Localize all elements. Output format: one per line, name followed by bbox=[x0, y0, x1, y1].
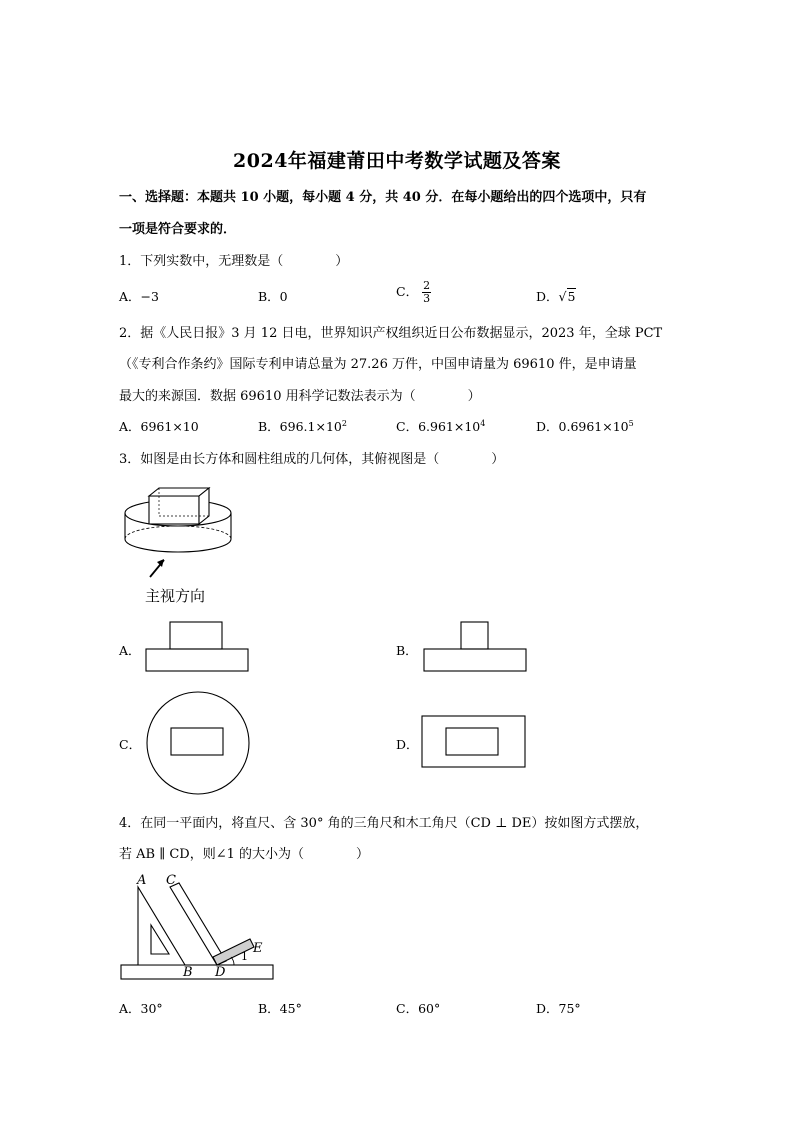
q4-option-d: D．75° bbox=[536, 1001, 581, 1016]
q3-solid-figure bbox=[120, 480, 240, 585]
q3-option-c-figure bbox=[145, 690, 251, 796]
carpenter-square-long-arm bbox=[170, 883, 226, 965]
q3-option-c-label: C． bbox=[119, 737, 142, 752]
q2-option-c-exponent: 4 bbox=[480, 418, 486, 428]
sqrt-sign: √ bbox=[558, 289, 567, 304]
section-header-line1: 一、选择题：本题共 10 小题，每小题 4 分，共 40 分．在每小题给出的四个选项中，只有 bbox=[119, 190, 647, 205]
q4-stem-line1: 4．在同一平面内，将直尺、含 30° 角的三角尺和木工角尺（CD ⊥ DE）按如图方式摆放， bbox=[119, 816, 649, 831]
q2-option-d bbox=[536, 417, 634, 435]
option-d-inner-rect bbox=[446, 728, 498, 755]
sqrt-expression bbox=[559, 289, 577, 304]
q1-fraction bbox=[422, 280, 431, 305]
q2-option-a: A．6961×10 bbox=[119, 419, 199, 434]
q2-stem-line1: 2．据《人民日报》3 月 12 日电，世界知识产权组织近日公布数据显示，2023 年，全球 PCT bbox=[119, 326, 663, 341]
view-direction-arrowhead bbox=[157, 559, 164, 567]
angle-1-arc bbox=[231, 957, 234, 965]
q1-option-d-prefix: D． bbox=[536, 289, 559, 304]
q4-stem-line2: 若 AB ∥ CD，则∠1 的大小为（ ） bbox=[119, 847, 370, 862]
q2-option-b bbox=[258, 417, 347, 435]
q4-option-b: B．45° bbox=[258, 1001, 302, 1016]
q1-option-a: A．−3 bbox=[119, 289, 159, 304]
q3-view-direction-caption: 主视方向 bbox=[145, 587, 206, 605]
q2-option-c bbox=[396, 417, 485, 435]
q2-option-d-exponent: 5 bbox=[628, 418, 634, 428]
q1-option-b: B．0 bbox=[258, 289, 288, 304]
q4-option-c: C．60° bbox=[396, 1001, 441, 1016]
ruler bbox=[121, 965, 273, 979]
option-c-circle bbox=[147, 692, 249, 794]
q2-stem-line3: 最大的来源国．数据 69610 用科学记数法表示为（ ） bbox=[119, 389, 481, 404]
q3-option-d-label: D． bbox=[396, 737, 419, 752]
point-label-c: C bbox=[166, 873, 176, 888]
q2-option-b-exponent: 2 bbox=[341, 418, 347, 428]
q2-option-c-base: C．6.961×10 bbox=[396, 419, 481, 434]
option-a-upper-rect bbox=[170, 622, 222, 649]
q1-stem: 1．下列实数中，无理数是（ ） bbox=[119, 254, 349, 269]
q4-option-a: A．30° bbox=[119, 1001, 163, 1016]
q3-option-d-figure bbox=[421, 715, 527, 769]
q3-option-b-label: B． bbox=[396, 643, 418, 658]
sqrt-radicand: 5 bbox=[567, 289, 576, 304]
option-a-lower-rect bbox=[146, 649, 248, 671]
q1-option-c bbox=[396, 280, 431, 305]
q3-option-b-figure bbox=[423, 621, 528, 673]
option-d-outer-rect bbox=[422, 716, 525, 767]
q2-stem-line2: （《专利合作条约》国际专利申请总量为 27.26 万件，中国申请量为 69610 件，是申请量 bbox=[119, 357, 637, 372]
point-label-a: A bbox=[137, 873, 147, 888]
q1-fraction-denominator: 3 bbox=[423, 292, 431, 305]
section-header-line2: 一项是符合要求的． bbox=[119, 222, 237, 237]
point-label-d: D bbox=[215, 965, 226, 980]
q1-fraction-numerator: 2 bbox=[423, 279, 431, 292]
box-front-face bbox=[149, 496, 199, 524]
page-title: 2024年福建莆田中考数学试题及答案 bbox=[233, 150, 561, 172]
q1-option-d bbox=[536, 287, 576, 305]
point-label-b: B bbox=[183, 965, 193, 980]
option-c-inner-rect bbox=[171, 728, 223, 755]
q3-stem: 3．如图是由长方体和圆柱组成的几何体，其俯视图是（ ） bbox=[119, 452, 505, 467]
q3-option-a-label: A． bbox=[119, 643, 141, 658]
angle-label-1: 1 bbox=[241, 950, 248, 963]
cylinder-bottom-front bbox=[125, 539, 231, 552]
q1-option-c-prefix: C． bbox=[396, 284, 419, 299]
q3-option-a-figure bbox=[145, 621, 250, 673]
q2-option-b-base: B．696.1×10 bbox=[258, 419, 342, 434]
cylinder-bottom-back bbox=[125, 526, 231, 539]
q2-option-d-base: D．0.6961×10 bbox=[536, 419, 629, 434]
option-b-lower-rect bbox=[424, 649, 526, 671]
option-b-upper-rect bbox=[461, 622, 488, 649]
point-label-e: E bbox=[253, 941, 263, 956]
